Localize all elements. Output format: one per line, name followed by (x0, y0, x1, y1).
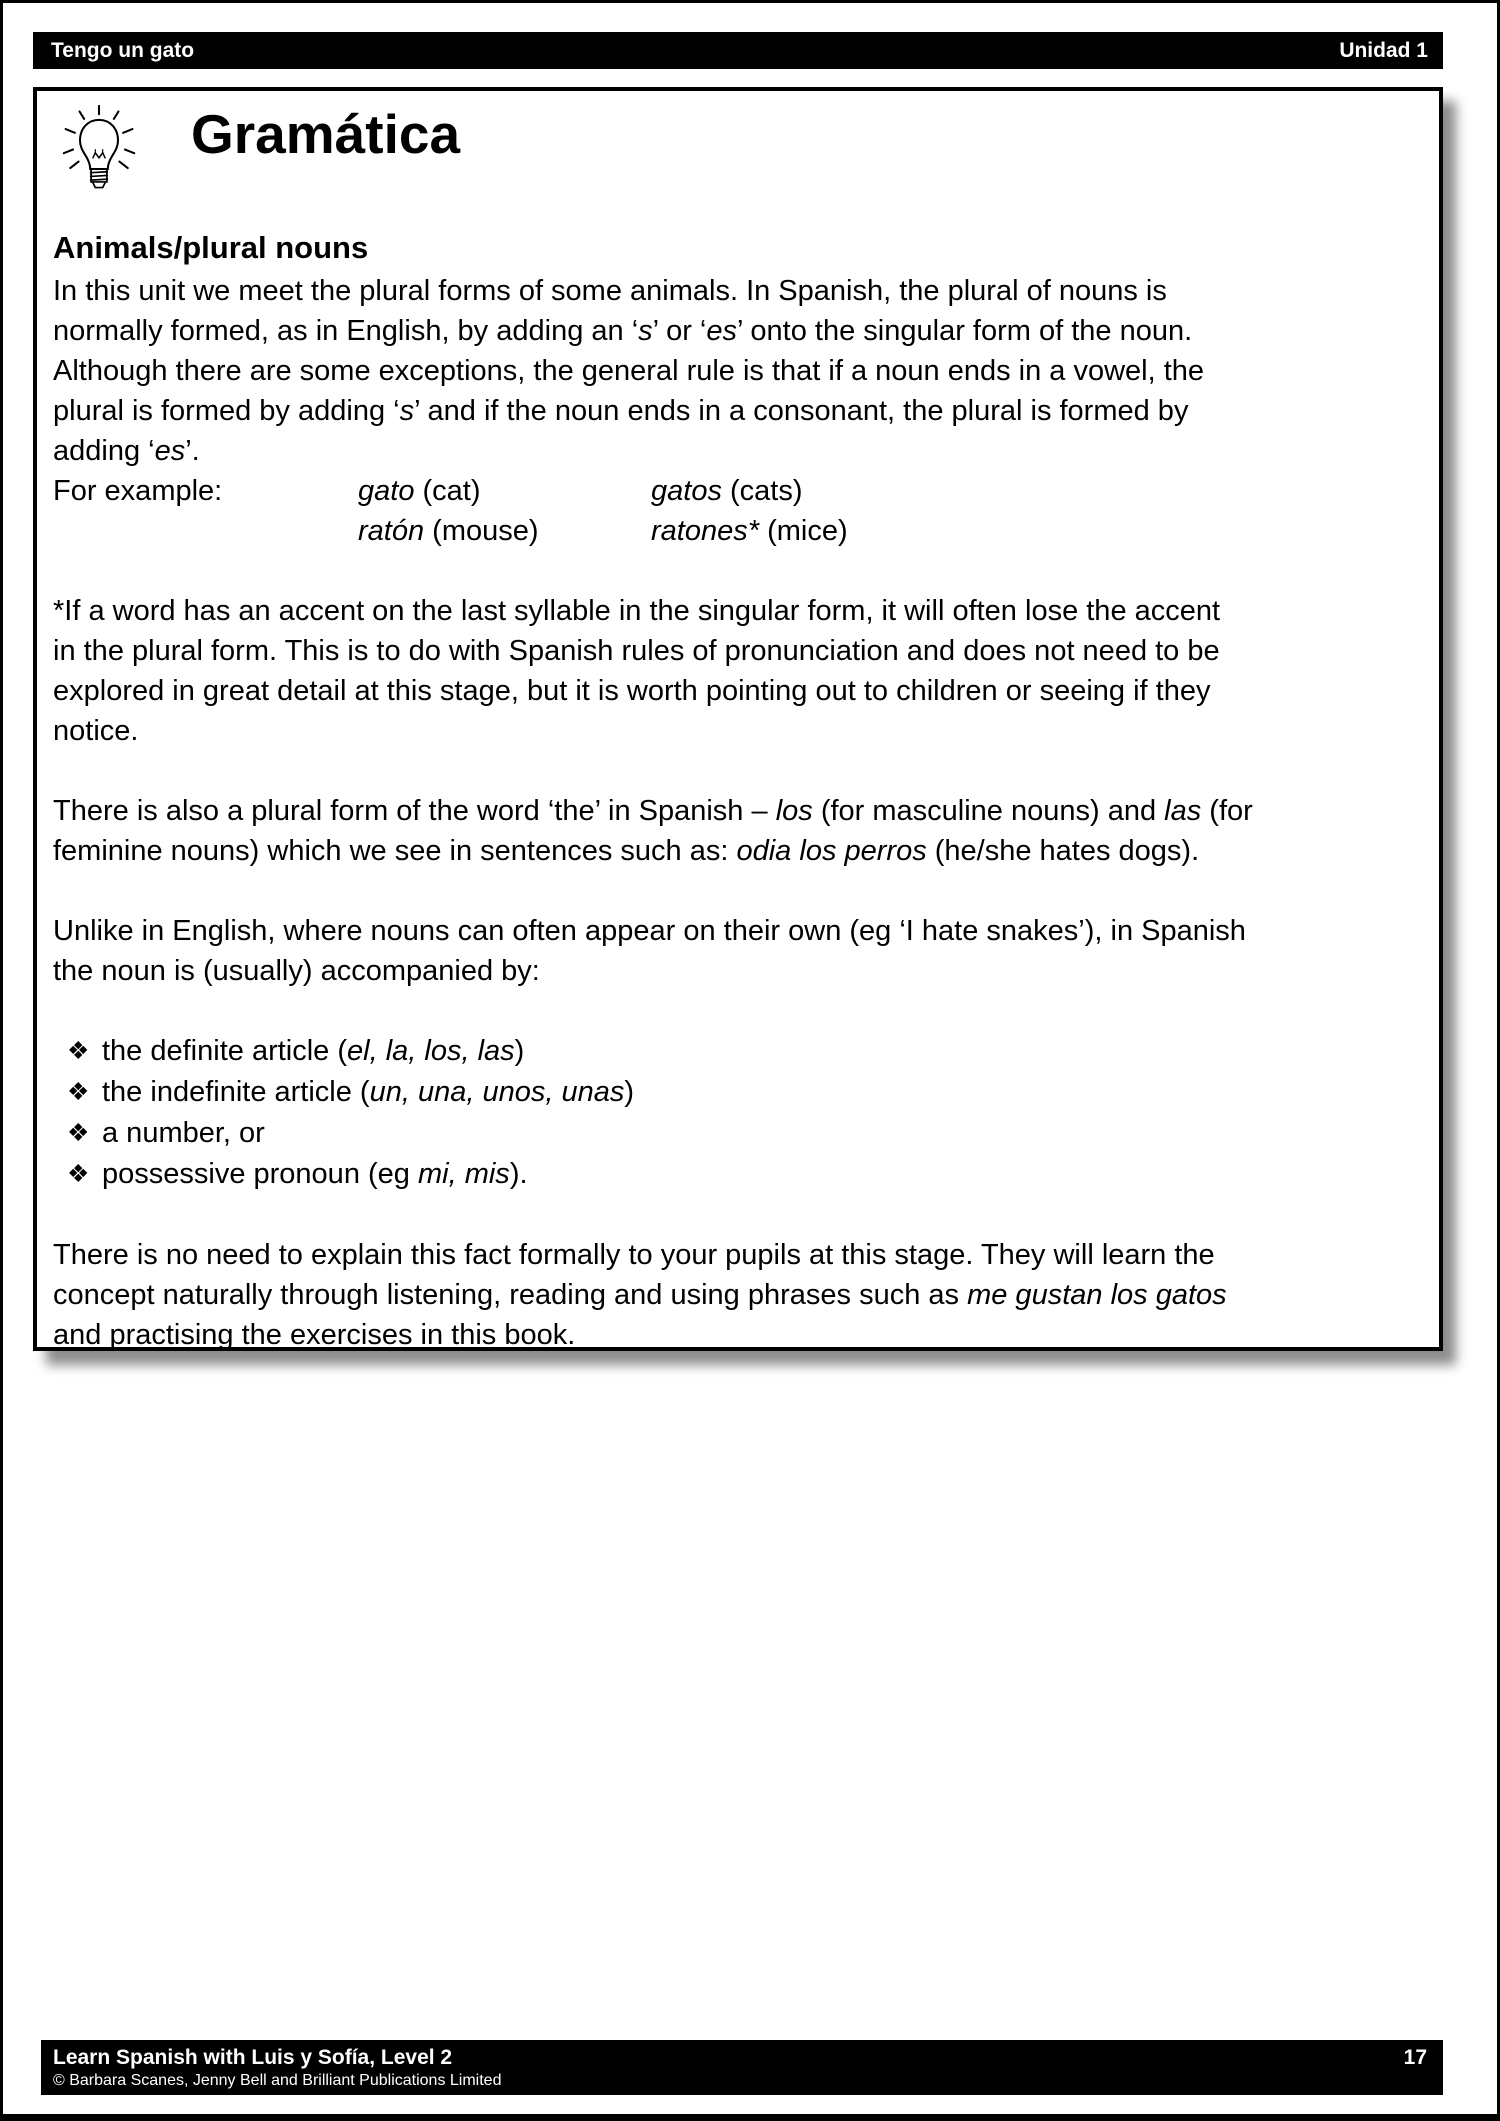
list-item (53, 1113, 1415, 1154)
unit-title: Tengo un gato (51, 38, 195, 62)
accompaniment-list (53, 1031, 1415, 1195)
diamond-bullet-icon: ❖ (67, 1078, 90, 1106)
example-singular: gato (cat) (358, 475, 481, 507)
unlike-english-paragraph: Unlike in English, where nouns can often appear on their own (eg ‘I hate snakes’), in Spanish the noun is (usually) accompanied by: (53, 915, 1246, 987)
unit-number: Unidad 1 (1339, 38, 1428, 62)
list-item (53, 1031, 1415, 1072)
unit-header-bar (33, 32, 1443, 69)
list-item-text: the indefinite article (un, una, unos, unas) (102, 1076, 635, 1108)
examples-label: For example: (53, 475, 223, 507)
grammar-title: Gramática (191, 103, 461, 165)
section-heading: Animals/plural nouns (53, 230, 369, 265)
intro-paragraph: In this unit we meet the plural forms of some animals. In Spanish, the plural of nouns is normally formed, as in English, by adding an ‘s’ or ‘es’ onto the singular form of the noun. Although there are some exceptions, the general rule is that if a noun ends in a vowel, the plural is formed by adding ‘s’ and if the noun ends in a consonant, the plural is formed by adding ‘es’. (53, 275, 1205, 467)
footer-bar (41, 2040, 1443, 2095)
copyright-line: © Barbara Scanes, Jenny Bell and Brilliant Publications Limited (53, 2072, 502, 2089)
closing-paragraph: There is no need to explain this fact formally to your pupils at this stage. They will learn the concept naturally through listening, reading and using phrases such as me gustan los gatos and practising the exercises in this book. (53, 1239, 1227, 1351)
example-plural: ratones* (mice) (651, 515, 848, 547)
example-plural: gatos (cats) (651, 475, 803, 507)
lightbulb-icon (55, 105, 143, 207)
page-number: 17 (1403, 2046, 1427, 2069)
diamond-bullet-icon: ❖ (67, 1160, 90, 1188)
example-singular: ratón (mouse) (358, 515, 539, 547)
book-title: Learn Spanish with Luis y Sofía, Level 2 (53, 2046, 453, 2069)
plural-the-paragraph: There is also a plural form of the word ‘the’ in Spanish – los (for masculine nouns) and las (for feminine nouns) which we see in sentences such as: odia los perros (he/she hates dogs). (53, 795, 1253, 867)
diamond-bullet-icon: ❖ (67, 1037, 90, 1065)
examples-table (53, 471, 1415, 551)
list-item-text: the definite article (el, la, los, las) (102, 1035, 525, 1067)
list-item-text: a number, or (102, 1117, 265, 1149)
examples-label-spacer (53, 511, 358, 551)
accent-note-paragraph: *If a word has an accent on the last syllable in the singular form, it will often lose the accent in the plural form. This is to do with Spanish rules of pronunciation and does not need to be explored in great detail at this stage, but it is worth pointing out to children or seeing if they notice. (53, 595, 1221, 747)
list-item-text: possessive pronoun (eg mi, mis). (102, 1158, 528, 1190)
grammar-title-row (55, 101, 1415, 209)
list-item (53, 1154, 1415, 1195)
list-item (53, 1072, 1415, 1113)
grammar-box (33, 87, 1443, 1351)
diamond-bullet-icon: ❖ (67, 1119, 90, 1147)
